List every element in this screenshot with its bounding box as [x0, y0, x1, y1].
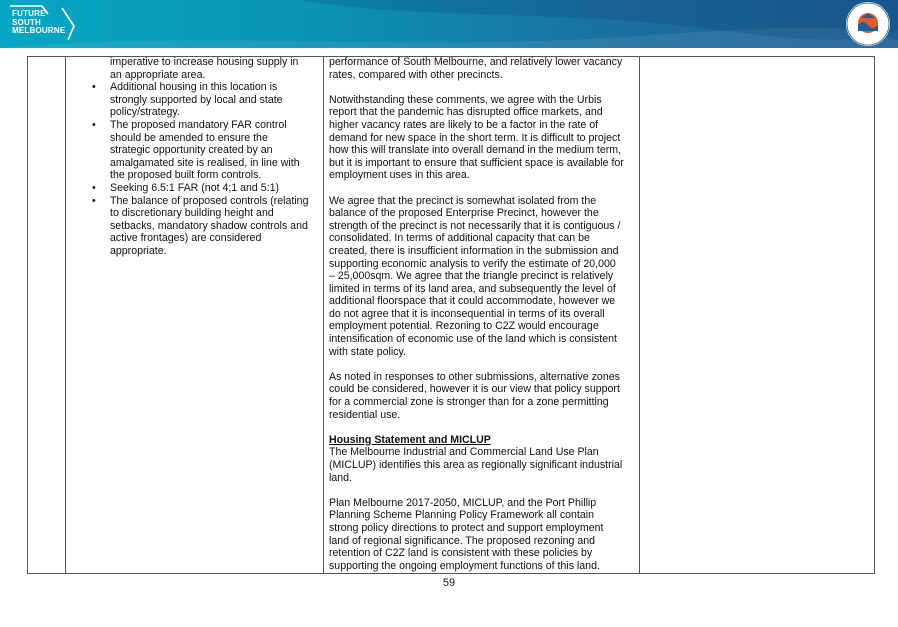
- text-line: strength of the precinct is not necessarily that it is contiguous /: [329, 219, 621, 232]
- text-line: Notwithstanding these comments, we agree with the Urbis: [329, 93, 602, 106]
- response-paragraph: [329, 434, 637, 484]
- text-line: The balance of proposed controls (relating: [110, 194, 309, 207]
- submission-summary-cell: [92, 56, 318, 258]
- response-cell: [329, 56, 637, 585]
- column-divider: [639, 56, 640, 574]
- text-line: land.: [329, 471, 352, 484]
- response-paragraph: [329, 497, 637, 573]
- text-line: created, there is insufficient information in the submission and: [329, 244, 619, 257]
- section-heading: Housing Statement and MICLUP: [329, 433, 491, 446]
- bullet-symbol: •: [92, 181, 96, 194]
- text-line: Plan Melbourne 2017-2050, MICLUP, and the Port Phillip: [329, 496, 597, 509]
- text-line: The Melbourne Industrial and Commercial Land Use Plan: [329, 446, 599, 459]
- text-line: imperative to increase housing supply in: [110, 56, 299, 68]
- text-line: residential use.: [329, 408, 401, 421]
- text-line: employment potential. Rezoning to C2Z would encourage: [329, 320, 599, 333]
- city-of-port-phillip-seal-icon: [845, 1, 891, 47]
- response-paragraph: [329, 56, 637, 81]
- bullet-symbol: •: [92, 194, 96, 207]
- text-line: report that the pandemic has disrupted office markets, and: [329, 106, 603, 119]
- response-paragraph: [329, 371, 637, 421]
- bullet-symbol: •: [92, 81, 96, 94]
- text-line: – 25,000sqm. We agree that the triangle precinct is relatively: [329, 270, 614, 283]
- text-line: strong policy directions to protect and support employment: [329, 521, 604, 534]
- text-line: amalgamated site is realised, in line with: [110, 156, 300, 169]
- bullet-item: [92, 195, 318, 258]
- text-line: land of regional significance. The proposed rezoning and: [329, 534, 596, 547]
- bullet-symbol: •: [92, 118, 96, 131]
- column-divider: [323, 56, 324, 574]
- bullet-item: [92, 182, 318, 195]
- text-line: active frontages) are considered: [110, 232, 262, 245]
- text-line: demand for new space in the short term. It is difficult to project: [329, 131, 621, 144]
- text-line: balance of the proposed Enterprise Precinct, however the: [329, 207, 599, 220]
- text-line: Additional housing in this location is: [110, 81, 278, 94]
- logo-line: FUTURE: [12, 9, 46, 18]
- bullet-item: [92, 119, 318, 182]
- text-line: for a commercial zone is stronger than for a zone permitting: [329, 396, 609, 409]
- response-paragraph: [329, 195, 637, 359]
- text-line: setbacks, mandatory shadow controls and: [110, 219, 308, 232]
- text-line: policy/strategy.: [110, 106, 180, 119]
- text-line: supporting the ongoing employment functions of this land.: [329, 559, 600, 572]
- text-line: higher vacancy rates are likely to be a factor in the rate of: [329, 118, 599, 131]
- text-line: employment uses in this area.: [329, 169, 470, 182]
- text-line: to discretionary building height and: [110, 207, 274, 220]
- header-banner: [0, 0, 898, 48]
- text-line: should be amended to ensure the: [110, 131, 268, 144]
- text-line: We agree that the precinct is somewhat isolated from the: [329, 194, 597, 207]
- text-line: retention of C2Z land is consistent with these policies by: [329, 547, 593, 560]
- text-line: appropriate.: [110, 244, 167, 257]
- text-line: the proposed built form controls.: [110, 169, 262, 182]
- text-line: strongly supported by local and state: [110, 93, 283, 106]
- text-line: (MICLUP) identifies this area as regionally significant industrial: [329, 459, 623, 471]
- text-line: supporting economic analysis to verify the estimate of 20,000: [329, 257, 616, 270]
- text-line: an appropriate area.: [110, 68, 206, 81]
- column-divider: [65, 56, 66, 574]
- text-line: how this will translate into overall demand in the medium term,: [329, 144, 622, 157]
- text-line: intensification of economic use of the land which is consistent: [329, 333, 617, 346]
- logo-line: MELBOURNE: [12, 26, 66, 35]
- text-line: As noted in responses to other submissions, alternative zones: [329, 370, 620, 383]
- continued-text: [92, 56, 318, 81]
- text-line: Planning Scheme Planning Policy Framework all contain: [329, 509, 594, 522]
- page-number: 59: [442, 577, 456, 589]
- text-line: do not agree that it is inconsequential in terms of its overall: [329, 307, 605, 320]
- text-line: The proposed mandatory FAR control: [110, 118, 287, 131]
- logo-line: SOUTH: [12, 17, 41, 27]
- text-line: consolidated. In terms of additional capacity that can be: [329, 232, 590, 245]
- logo-wordmark: [12, 10, 65, 36]
- text-line: Seeking 6.5:1 FAR (not 4;1 and 5:1): [110, 181, 280, 194]
- text-line: but it is important to ensure that sufficient space is available for: [329, 156, 624, 169]
- response-paragraph: [329, 94, 637, 182]
- text-line: limited in terms of its land area, and subsequently the level of: [329, 282, 616, 295]
- text-line: with state policy.: [329, 345, 406, 358]
- text-line: performance of South Melbourne, and relatively lower vacancy: [329, 56, 623, 68]
- text-line: strategic opportunity created by an: [110, 144, 273, 157]
- text-line: could be considered, however it is our view that policy support: [329, 383, 620, 396]
- banner-wave-decoration: [0, 0, 898, 48]
- text-line: additional floorspace that it could accommodate, however we: [329, 295, 616, 308]
- bullet-item: [92, 81, 318, 119]
- summary-bullet-list: [92, 81, 318, 257]
- text-line: rates, compared with other precincts.: [329, 68, 503, 81]
